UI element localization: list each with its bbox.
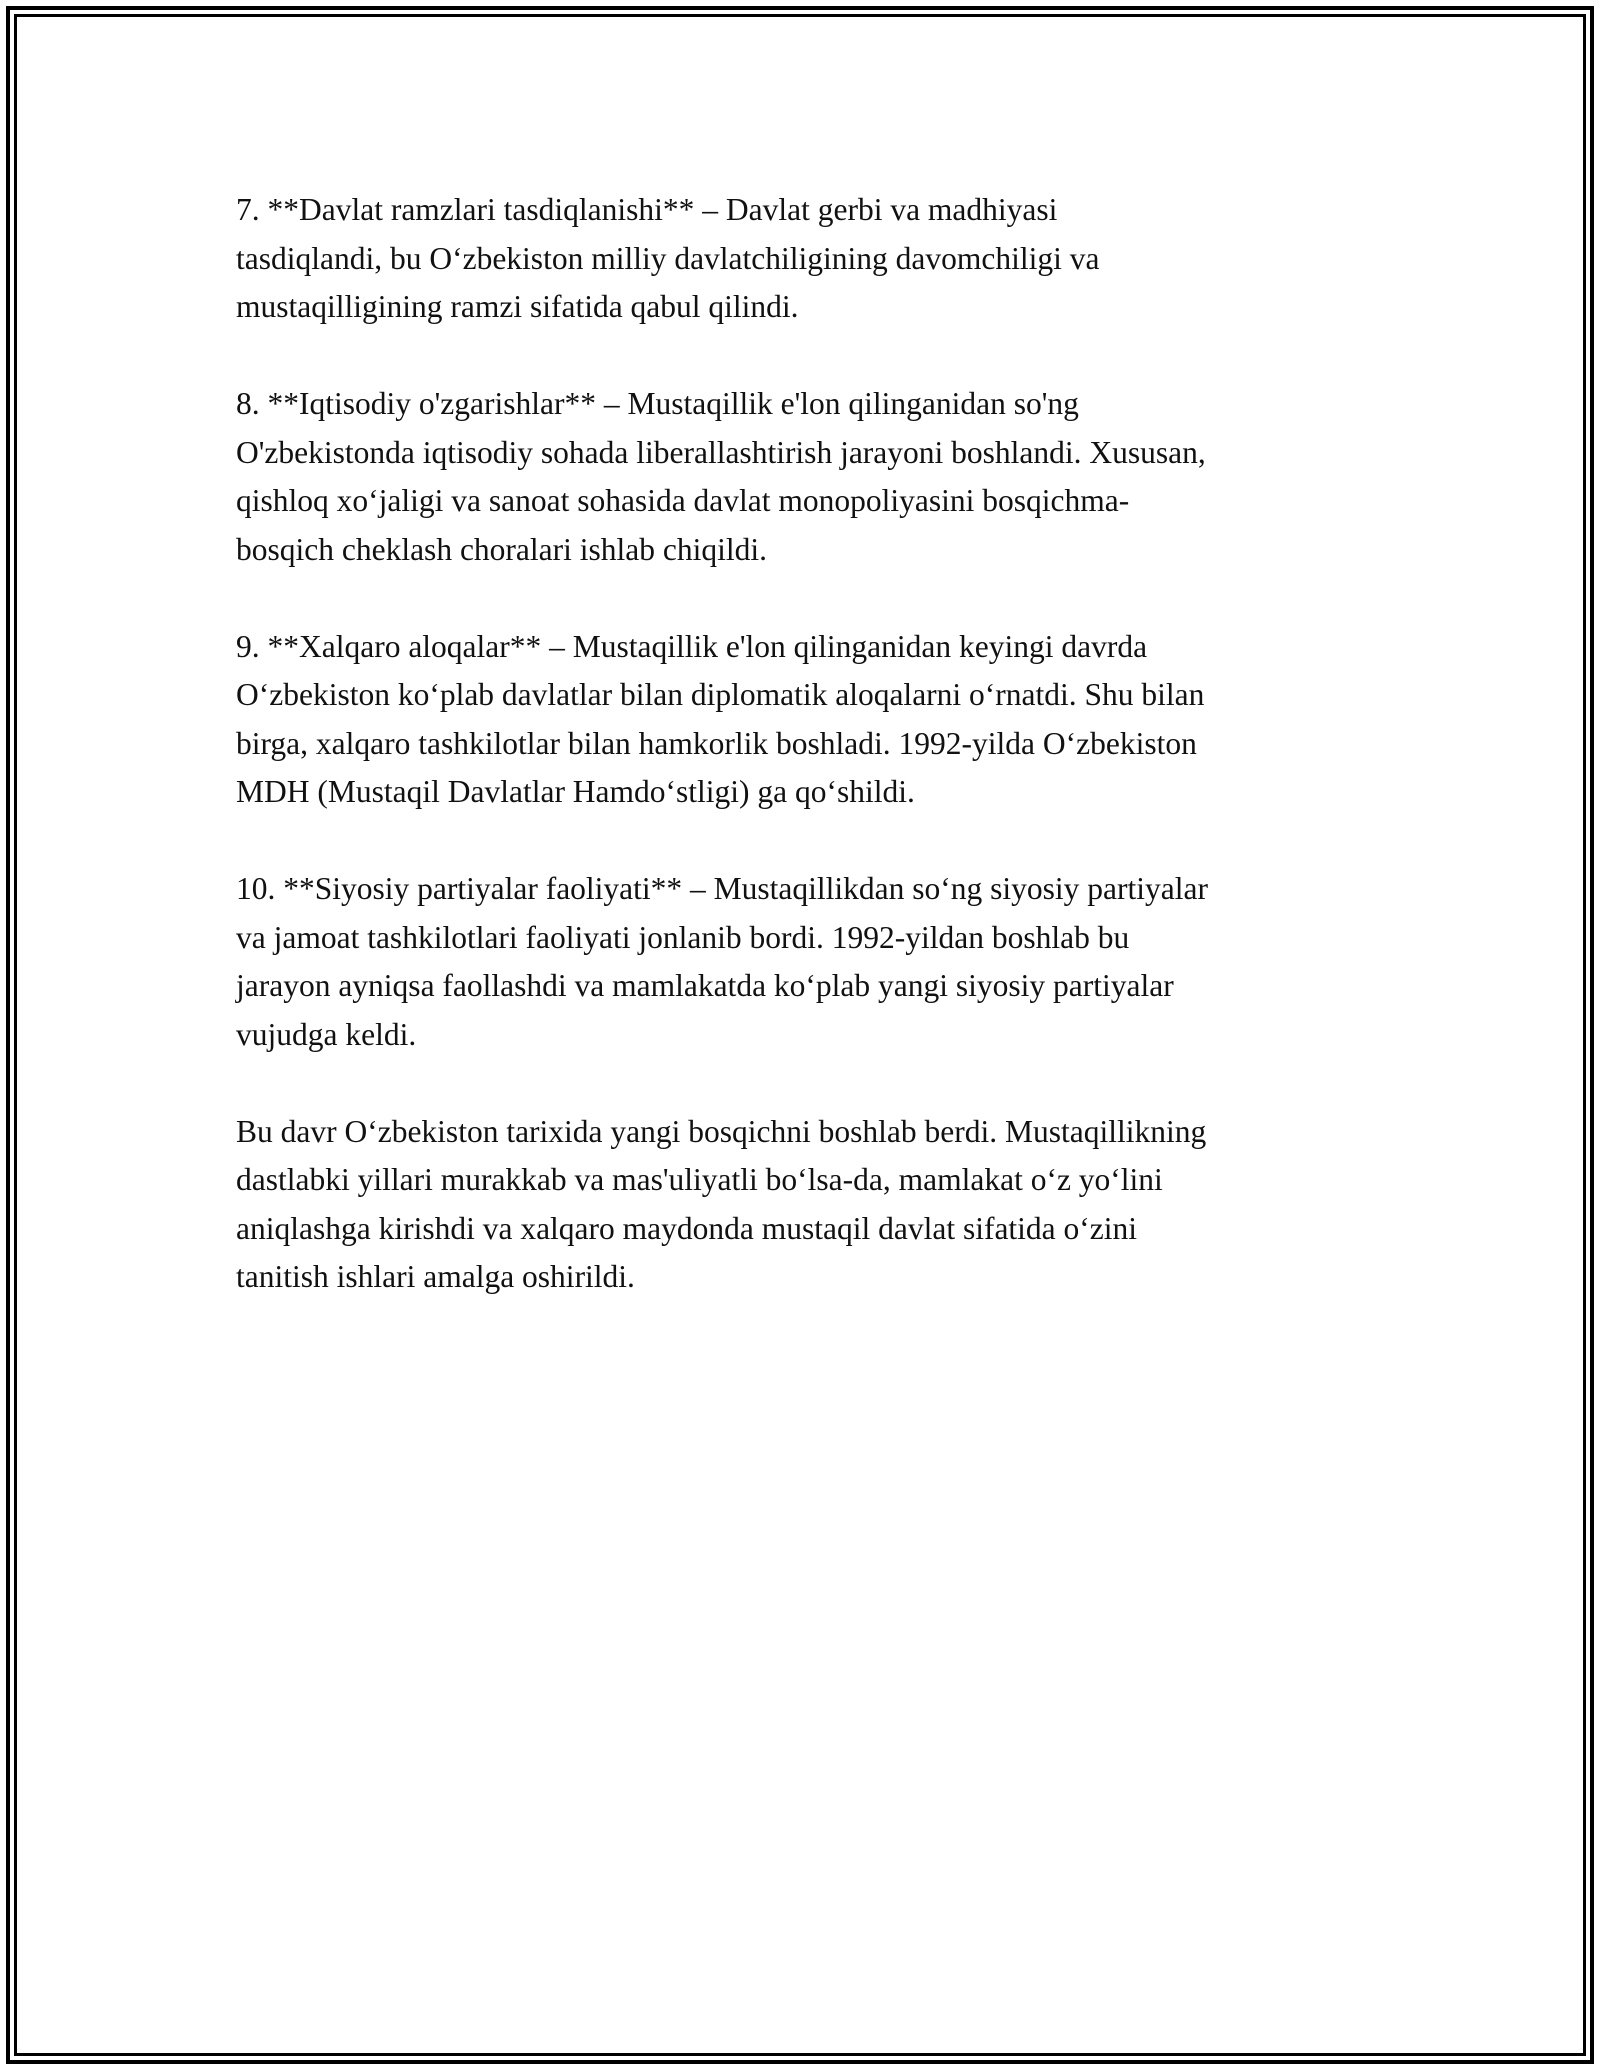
- document-body: [236, 186, 1376, 1350]
- paragraph-economic-changes: 8. **Iqtisodiy o'zgarishlar** – Mustaqillik e'lon qilinganidan so'ng O'zbekistonda iqtisodiy sohada liberallashtirish jarayoni boshlandi. Xususan, qishloq xo‘jaligi va sanoat sohasida davlat monopoliyasini bosqichma- bosqich cheklash choralari ishlab chiqildi.: [236, 386, 1206, 567]
- paragraph-state-symbols: 7. **Davlat ramzlari tasdiqlanishi** – Davlat gerbi va madhiyasi tasdiqlandi, bu O‘zbekiston milliy davlatchiligining davomchiligi va mustaqilligining ramzi sifatida qabul qilindi.: [236, 192, 1100, 324]
- paragraph-conclusion: Bu davr O‘zbekiston tarixida yangi bosqichni boshlab berdi. Mustaqillikning dastlabki yillari murakkab va mas'uliyatli bo‘lsa-da, mamlakat o‘z yo‘lini aniqlashga kirishdi va xalqaro maydonda mustaqil davlat sifatida o‘zini tanitish ishlari amalga oshirildi.: [236, 1113, 1207, 1294]
- paragraph-political-parties: 10. **Siyosiy partiyalar faoliyati** – Mustaqillikdan so‘ng siyosiy partiyalar va jamoat tashkilotlari faoliyati jonlanib bordi. 1992-yildan boshlab bu jarayon ayniqsa faollashdi va mamlakatda ko‘plab yangi siyosiy partiyalar vujudga keldi.: [236, 871, 1208, 1052]
- paragraph-international-relations: 9. **Xalqaro aloqalar** – Mustaqillik e'lon qilinganidan keyingi davrda O‘zbekiston ko‘plab davlatlar bilan diplomatik aloqalarni o‘rnatdi. Shu bilan birga, xalqaro tashkilotlar bilan hamkorlik boshladi. 1992-yilda O‘zbekiston MDH (Mustaqil Davlatlar Hamdo‘stligi) ga qo‘shildi.: [236, 628, 1205, 809]
